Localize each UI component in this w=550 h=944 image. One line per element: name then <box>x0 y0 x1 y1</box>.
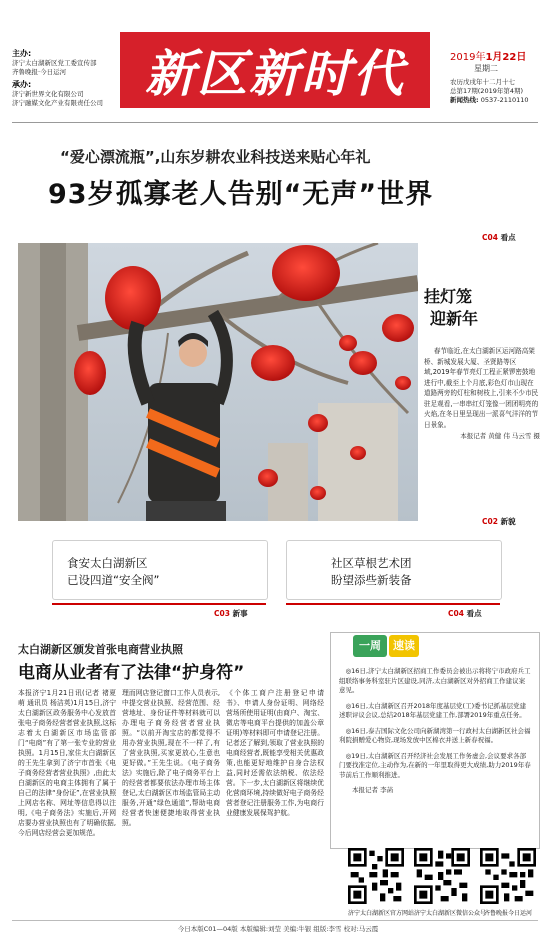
qr-code-icon <box>414 848 470 904</box>
article-kicker[interactable]: 太白湖新区颁发首张电商营业执照 <box>18 643 183 656</box>
promo-food-safety[interactable] <box>52 540 268 600</box>
promo-underline <box>286 603 500 605</box>
weekly-item: ◎16日,泰吉国际文化公司向新湖湾第一行政村太白湖新区社会福利院捐赠爱心物资,现场发放中区棉衣并送上新春祝福。 <box>339 726 531 744</box>
weekday: 星期二 <box>474 64 498 73</box>
ref-code: C02 <box>482 517 498 526</box>
qr-caption: 济宁太白湖新区微信公众号 <box>414 910 487 917</box>
ref-code: C03 <box>214 609 230 618</box>
ref-label: 看点 <box>500 233 516 242</box>
promo-line1: 食安太白湖新区 <box>67 556 148 570</box>
lead-headline[interactable]: 93岁孤寡老人告别“无声”世界 <box>48 179 434 210</box>
sponsor-label: 主办: <box>12 49 32 58</box>
weekly-items <box>339 667 531 796</box>
weekly-credit: 本报记者 李菡 <box>352 786 394 794</box>
photo-credit: 本报记者 黄健 伟 马云雪 摄 <box>460 432 540 440</box>
photo-caption-body: 春节临近,在太白湖新区运河路高架桥、新城发展大厦、圣贤路等区域,2019年春节亮灯工程正紧锣密鼓地进行中,截至上个月底,彩色灯市山现在道路两旁的灯柱和树枝上,引来不少市民驻足观看,一串串红灯笼像一团团明亮的火焰,在冬日里呈现出一派喜气洋洋的节日景象。 <box>424 347 539 429</box>
article-column-3: 《个体工商户注册登记申请书》、申请人身份证明、网络经营场所使用证明(由商户、淘宝、微店等电商平台提供的加盖公章证明)等材料即可申请登记注册。记者还了解到,领取了营业执照的电商经营者,既能享受相关优惠政策,也能更好地维护自身合法权益,同时还需依法纳税、依法经营。下一步,太白湖新区将继续优化营商环境,持续做好电子商务经营者登记注册服务工作,为电商行业健康发展保驾护航。 <box>226 689 324 817</box>
photo-title-line2[interactable]: 迎新年 <box>430 309 479 328</box>
qr-code-icon <box>348 848 404 904</box>
ref-label: 看点 <box>466 609 482 618</box>
qr-caption: 齐鲁晚报今日运河 <box>483 910 532 917</box>
article-column-1: 本报济宁1月21日讯(记者 褚夏萌 通讯员 杨洁英)1月15日,济宁太白湖新区政务服务中心发放首张电子商务经营者营业执照,这标志着太白湖新区市场监管部门“电商”有了第一张专业的营业执照。1月15日,家住太白湖新区的王先生拿到了济宁市首张《电子商务经营者营业执照》,由此太白湖新区的电商主体拥有了属于自己的法律“身份证”,在营业执照上网店名称、网址等信息得以注明,《电子商务法》实施后,开网店要办营业执照也有了明确依据,今后网店经营会更加规范。 <box>18 689 116 837</box>
masthead-title: 新区新时代 <box>145 44 405 103</box>
lead-kicker[interactable]: “爱心漂流瓶”,山东岁耕农业科技送来贴心年礼 <box>60 148 371 166</box>
lantern-photo <box>18 243 418 521</box>
promo-line2: 盼望添些新装备 <box>331 573 412 587</box>
photo-page-ref[interactable] <box>482 516 516 527</box>
ref-label: 新事 <box>232 609 248 618</box>
qr-block-2[interactable] <box>414 848 486 917</box>
hotline <box>450 96 545 105</box>
ref-code: C04 <box>448 609 464 618</box>
weekly-badge <box>353 635 417 657</box>
qr-block-3[interactable] <box>480 848 536 917</box>
organizer-line: 济宁新世界文化有限公司 <box>12 90 84 98</box>
masthead-title-block <box>120 32 430 108</box>
lunar-date: 农历戊戌年十二月十七 <box>450 78 515 86</box>
date-year: 2019年 <box>450 52 486 63</box>
masthead-divider <box>12 122 538 123</box>
masthead-right <box>450 48 545 105</box>
qr-code-icon <box>480 848 536 904</box>
qr-caption: 济宁太白湖新区官方网站 <box>348 910 415 917</box>
promo-underline <box>52 603 266 605</box>
date-month-day: 1月22日 <box>485 52 527 63</box>
sponsor-line: 齐鲁晚报·今日运河 <box>12 68 67 76</box>
weekly-brief-box <box>330 632 540 849</box>
weekly-badge-part2: 速读 <box>389 635 419 657</box>
promo-page-ref[interactable] <box>214 608 248 619</box>
promo-art-troupe[interactable] <box>286 540 502 600</box>
qr-block-1[interactable] <box>348 848 414 917</box>
weekly-item: ◎16日,济宁太白湖新区招商工作委员会被出示将将宁市政府兵工组联络事务科室驻片区建设,同济,太白湖新区对外招商工作建议案意见。 <box>339 667 531 694</box>
page-footer: 今日本版C01—04版 本版编辑:刘莹 美编:牛银 组版:李雪 校对:马云霞 <box>177 925 379 933</box>
ref-code: C04 <box>482 233 498 242</box>
sponsor-line: 济宁太白湖新区党工委宣传部 <box>12 59 97 67</box>
hotline-label: 新闻热线: <box>450 96 479 104</box>
promo-line1: 社区草根艺术团 <box>331 556 412 570</box>
photo-caption-block <box>424 286 540 441</box>
lantern-photo-illustration <box>18 243 418 521</box>
promo-line2: 已设四道“安全阀” <box>67 573 160 587</box>
issue-date <box>450 48 545 63</box>
promo-page-ref[interactable] <box>448 608 482 619</box>
organizer-label: 承办: <box>12 80 32 89</box>
article-title[interactable]: 电商从业者有了法律“护身符” <box>18 663 245 683</box>
lead-page-ref[interactable] <box>482 232 516 243</box>
ref-label: 新貌 <box>500 517 516 526</box>
footer-divider <box>12 920 538 921</box>
issue-number: 总第17期(2019年第4期) <box>450 87 524 95</box>
organizer-line: 济宁融媒文化产业有限责任公司 <box>12 99 103 107</box>
article-column-2: 理而网店登记窗口工作人员表示,中提交营业执照、经营范围、经营地址、身份证件等材料就可以办理电子商务经营者营业执照。“以前开淘宝店的都觉得不用办营业执照,现在不一样了,有了营业执照,买家更放心,生意也更好做。”王先生说。《电子商务法》实施后,除了电子商务平台上的经营者都要依法办理市场主体登记,太白湖新区市场监管局主动服务,开通“绿色通道”,帮助电商经营者快速便捷地取得营业执照。 <box>122 689 220 827</box>
weekly-item: ◎19日,太白湖新区召开经济社会发展工作务虚会,会议要求各部门要找准定位,主动作为,在新的一年里取得更大成绩,助力2019年春节前后工作顺利推进。 <box>339 751 531 779</box>
weekly-badge-part1: 一周 <box>353 635 387 657</box>
photo-title-line1[interactable]: 挂灯笼 <box>424 287 473 306</box>
weekly-item: ◎16日,太白湖新区召开2018年度基层党(工)委书记抓基层党建述职评议会议,总结2018年基层党建工作,部署2019年重点任务。 <box>339 701 527 719</box>
hotline-number: 0537-2110110 <box>480 96 529 104</box>
masthead-left <box>12 46 132 108</box>
